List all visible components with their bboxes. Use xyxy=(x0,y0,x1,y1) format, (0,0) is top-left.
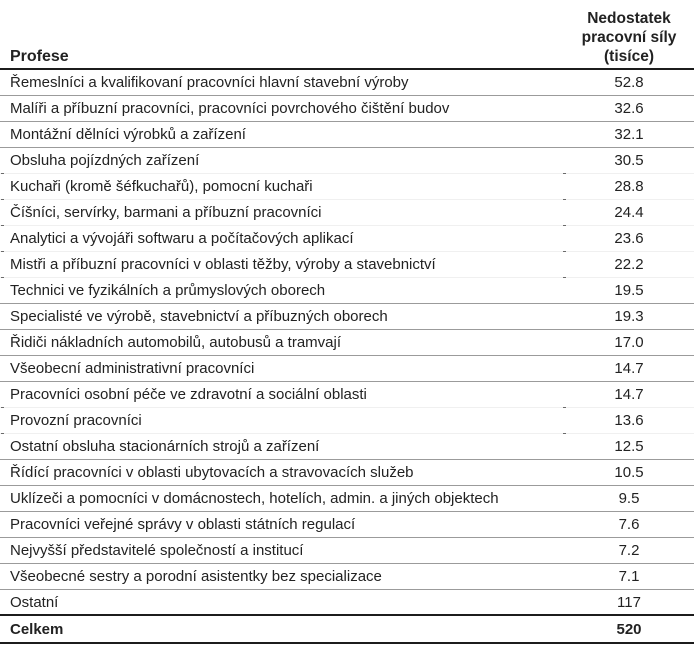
row-value: 7.2 xyxy=(618,542,640,559)
row-value: 117 xyxy=(617,593,641,611)
row-label: Mistři a příbuzní pracovníci v oblasti těžby, výroby a stavebnictví xyxy=(10,256,436,273)
row-value: 7.1 xyxy=(618,568,640,585)
row-value: 23.6 xyxy=(614,230,644,247)
table-row xyxy=(0,382,694,408)
row-value: 32.1 xyxy=(614,126,644,143)
row-label: Provozní pracovníci xyxy=(10,412,142,429)
table-row xyxy=(0,408,694,434)
table-row-total xyxy=(0,616,694,644)
row-value: 32.6 xyxy=(614,100,644,117)
table-row xyxy=(0,174,694,200)
row-value: 10.5 xyxy=(614,464,644,481)
table-row-other xyxy=(0,590,694,616)
total-value: 520 xyxy=(616,620,642,638)
row-label: Specialisté ve výrobě, stavebnictví a příbuzných oborech xyxy=(10,308,388,325)
row-value: 13.6 xyxy=(614,412,644,429)
column-header-shortage-line1: Nedostatek xyxy=(587,10,671,27)
table-row xyxy=(0,460,694,486)
table-row xyxy=(0,434,694,460)
table-row xyxy=(0,330,694,356)
row-value: 19.5 xyxy=(614,282,644,299)
row-label: Číšníci, servírky, barmani a příbuzní pracovníci xyxy=(10,204,322,221)
row-label: Analytici a vývojáři softwaru a počítačových aplikací xyxy=(10,230,354,247)
table-row xyxy=(0,512,694,538)
row-label: Nejvyšší představitelé společností a institucí xyxy=(10,542,304,559)
row-value: 28.8 xyxy=(614,178,644,195)
row-label: Pracovníci veřejné správy v oblasti státních regulací xyxy=(10,516,356,533)
table-row xyxy=(0,226,694,252)
row-label: Řemeslníci a kvalifikovaní pracovníci hlavní stavební výroby xyxy=(10,74,409,91)
row-label: Uklízeči a pomocníci v domácnostech, hotelích, admin. a jiných objektech xyxy=(10,490,499,507)
row-label: Řídící pracovníci v oblasti ubytovacích a stravovacích služeb xyxy=(10,464,414,481)
row-value: 7.6 xyxy=(618,516,640,533)
table-row xyxy=(0,252,694,278)
row-label: Malíři a příbuzní pracovníci, pracovníci povrchového čištění budov xyxy=(10,100,450,117)
table-row xyxy=(0,96,694,122)
row-label: Pracovníci osobní péče ve zdravotní a sociální oblasti xyxy=(10,386,367,403)
row-label: Všeobecné sestry a porodní asistentky bez specializace xyxy=(10,568,382,585)
row-label: Montážní dělníci výrobků a zařízení xyxy=(10,126,246,143)
table-row xyxy=(0,278,694,304)
row-label: Řidiči nákladních automobilů, autobusů a tramvají xyxy=(10,334,342,351)
row-value: 19.3 xyxy=(614,308,644,325)
row-value: 9.5 xyxy=(618,490,640,507)
row-label: Obsluha pojízdných zařízení xyxy=(10,152,200,169)
row-label: Technici ve fyzikálních a průmyslových oborech xyxy=(10,282,326,299)
row-label: Kuchaři (kromě šéfkuchařů), pomocní kuchaři xyxy=(10,178,313,195)
column-header-profession: Profese xyxy=(10,48,69,65)
table-row xyxy=(0,122,694,148)
row-value: 52.8 xyxy=(614,74,644,91)
row-value: 30.5 xyxy=(614,152,644,169)
table-header-row xyxy=(0,0,694,70)
table-row xyxy=(0,70,694,96)
table-row xyxy=(0,538,694,564)
table-row xyxy=(0,564,694,590)
row-value: 22.2 xyxy=(614,256,644,273)
table-row xyxy=(0,148,694,174)
row-value: 24.4 xyxy=(614,204,644,221)
row-value: 14.7 xyxy=(614,386,644,403)
table-row xyxy=(0,200,694,226)
row-value: 17.0 xyxy=(614,334,644,351)
row-value: 14.7 xyxy=(614,360,644,377)
row-value: 12.5 xyxy=(614,438,644,455)
row-label: Ostatní obsluha stacionárních strojů a zařízení xyxy=(10,438,320,455)
column-header-shortage-line2: pracovní síly xyxy=(581,29,677,46)
table-row xyxy=(0,356,694,382)
column-header-shortage-line3: (tisíce) xyxy=(604,48,654,65)
table-row xyxy=(0,304,694,330)
total-label: Celkem xyxy=(10,620,64,638)
row-label: Ostatní xyxy=(10,593,59,611)
table-row xyxy=(0,486,694,512)
column-header-shortage xyxy=(564,9,694,68)
row-label: Všeobecní administrativní pracovníci xyxy=(10,360,255,377)
